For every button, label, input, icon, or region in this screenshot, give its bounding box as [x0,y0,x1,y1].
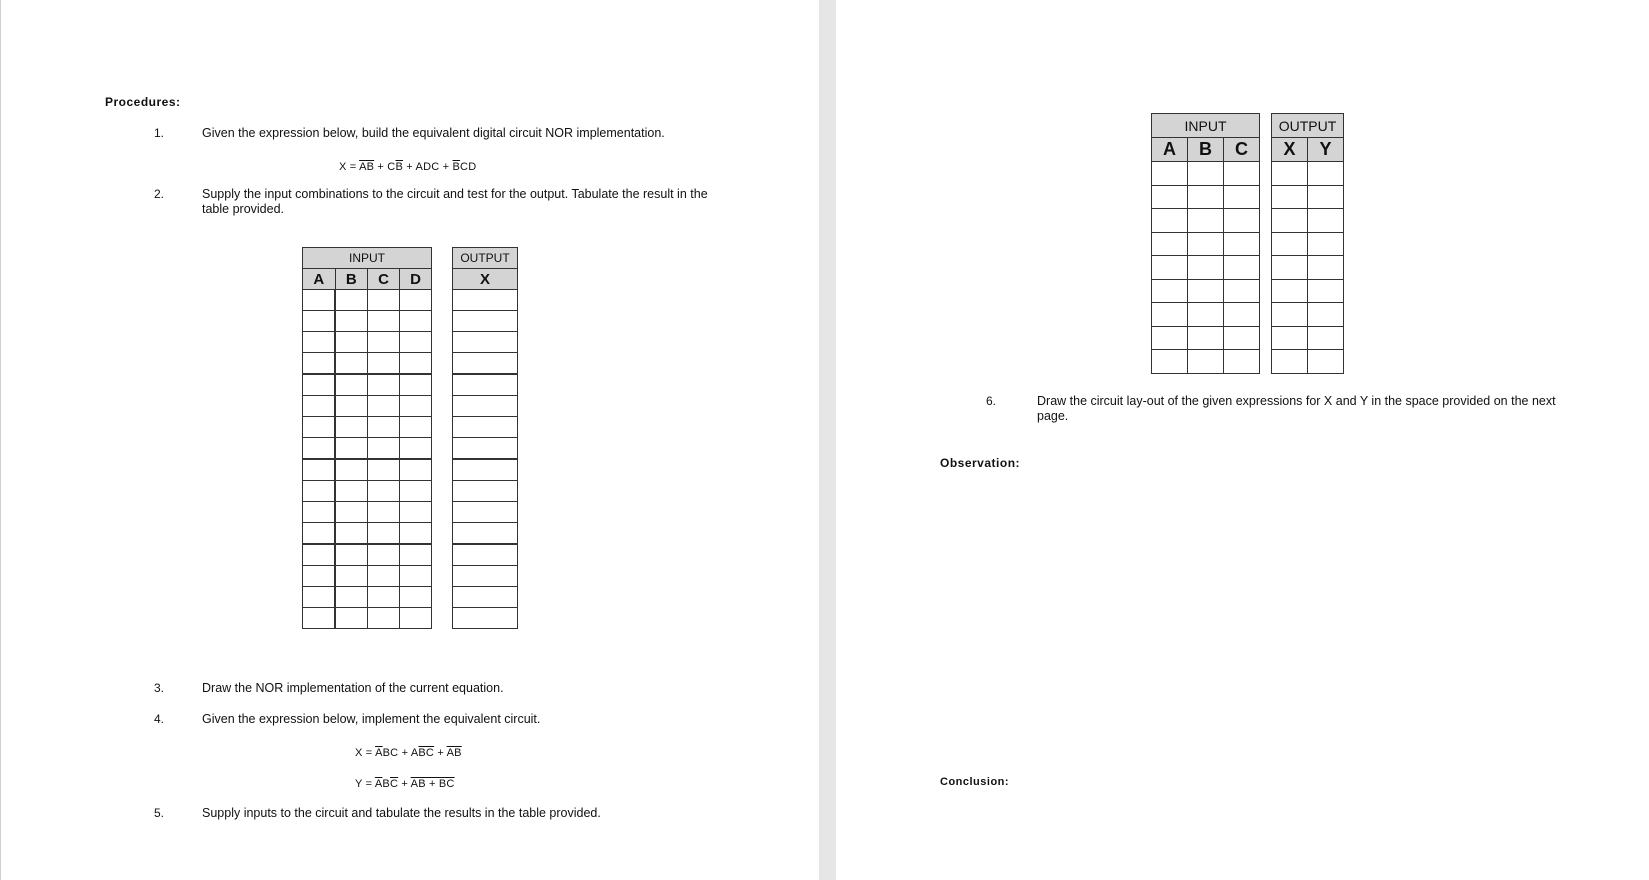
table-cell [453,481,518,502]
table-cell [1188,350,1224,374]
table-cell [400,608,432,629]
table-cell [1224,350,1260,374]
table-cell [368,566,400,587]
formula-term: $\overline{A}$ [374,778,383,790]
table-cell [400,353,432,375]
table-row [303,396,518,417]
table-cell [303,396,336,417]
expression-x-nor [339,161,476,173]
table-gap [1260,114,1272,138]
table-row [303,332,518,353]
table-cell [1308,350,1344,374]
table-cell [453,417,518,438]
table-cell [335,374,368,396]
table-row [1152,326,1344,350]
table-row [303,566,518,587]
table-cell [335,353,368,375]
table-cell [1152,350,1188,374]
table-gap [432,438,453,460]
formula-term: + [374,161,388,173]
table-gap [1260,350,1272,374]
table-cell [1152,279,1188,303]
document-page-left [0,0,819,880]
table-cell [368,587,400,608]
table-gap [1260,232,1272,256]
table-row [1152,232,1344,256]
table-cell [1308,162,1344,186]
table-gap [432,290,453,311]
step-text: Given the expression below, implement the equivalent circuit. [202,712,541,726]
document-page-right [836,0,1649,880]
table-row [1152,279,1344,303]
step-number: 1. [154,126,165,140]
table-cell [400,311,432,332]
output-var-y: Y [1308,138,1344,162]
table-gap [1260,209,1272,233]
table-cell [1188,326,1224,350]
table-gap [432,417,453,438]
table-cell [368,332,400,353]
table-cell [1152,162,1188,186]
table-cell [368,311,400,332]
table-cell [368,481,400,502]
table-cell [368,396,400,417]
table-gap [1260,256,1272,280]
step-number: 4. [154,712,165,726]
table-cell [368,523,400,545]
table-cell [1272,350,1308,374]
table-cell [1272,185,1308,209]
input-var-a: A [303,269,336,290]
formula-term: Y = [355,778,375,790]
table-cell [400,332,432,353]
formula-term: $\overline{AB}$ [359,161,375,173]
table-cell [368,417,400,438]
input-var-b: B [335,269,368,290]
table-cell [303,608,336,629]
step-number: 2. [154,187,165,201]
table-cell [400,396,432,417]
table-gap [432,396,453,417]
table-cell [335,438,368,460]
table-gap [432,311,453,332]
table-cell [1152,326,1188,350]
table-cell [368,459,400,481]
formula-term: + ADC + [403,161,453,173]
table-cell [1152,185,1188,209]
input-var-c: C [1224,138,1260,162]
formula-term: + [434,747,447,759]
output-header: OUTPUT [453,248,518,269]
table-cell [303,311,336,332]
table-row [303,353,518,375]
table-gap [432,459,453,481]
table-cell [1272,303,1308,327]
expression-x [355,747,462,759]
formula-term: CD [460,161,477,173]
table-cell [1152,256,1188,280]
table-cell [1188,303,1224,327]
table-cell [335,566,368,587]
table-cell [303,290,336,311]
table-row [303,587,518,608]
step-text: Supply inputs to the circuit and tabulate the results in the table provided. [202,806,601,820]
table-cell [1188,185,1224,209]
table-cell [400,502,432,523]
formula-term: X = [355,747,376,759]
table-cell [453,290,518,311]
table-cell [400,481,432,502]
table-cell [1272,326,1308,350]
truth-table-abc [1151,113,1344,374]
table-cell [303,502,336,523]
output-var-x: X [1272,138,1308,162]
table-cell [335,587,368,608]
table-cell [1188,279,1224,303]
formula-term: $\overline{AB}$ [446,747,462,759]
table-cell [1308,326,1344,350]
table-cell [1272,279,1308,303]
table-cell [335,523,368,545]
table-cell [453,608,518,629]
table-row [303,608,518,629]
table-cell [1188,232,1224,256]
formula-term: + [398,747,411,759]
table-cell [1224,279,1260,303]
formula-term: BC [382,747,399,759]
input-header: INPUT [303,248,432,269]
table-row [1152,162,1344,186]
table-cell [400,523,432,545]
table-cell [1272,162,1308,186]
table-cell [303,544,336,566]
table-cell [303,417,336,438]
table-cell [1188,162,1224,186]
table-row [1152,209,1344,233]
table-cell [335,459,368,481]
table-cell [1224,303,1260,327]
table-cell [453,353,518,375]
table-cell [400,438,432,460]
table-cell [303,353,336,375]
table-cell [400,290,432,311]
formula-term: $\overline{A}$ [375,747,383,759]
formula-term: AB + BC [410,778,455,790]
table-cell [335,290,368,311]
table-cell [400,417,432,438]
table-cell [335,608,368,629]
table-cell [453,566,518,587]
table-gap [432,481,453,502]
table-row [303,544,518,566]
table-cell [303,332,336,353]
table-cell [303,438,336,460]
input-var-c: C [368,269,400,290]
table-cell [368,290,400,311]
table-cell [1152,232,1188,256]
table-cell [1224,185,1260,209]
formula-term: C [387,161,396,173]
input-header: INPUT [1152,114,1260,138]
table-gap [432,374,453,396]
table-cell [400,566,432,587]
table-cell [1224,162,1260,186]
table-cell [1152,209,1188,233]
output-var-x: X [453,269,518,290]
table-cell [1308,232,1344,256]
table-cell [303,587,336,608]
table-cell [1308,279,1344,303]
table-row [303,417,518,438]
table-gap [1260,162,1272,186]
formula-term: + [398,778,411,790]
conclusion-heading: Conclusion: [940,776,1010,788]
table-gap [432,502,453,523]
table-gap [432,544,453,566]
table-row [303,374,518,396]
table-cell [368,438,400,460]
table-cell [1224,256,1260,280]
table-cell [303,481,336,502]
table-cell [400,459,432,481]
table-cell [335,417,368,438]
step-number: 5. [154,806,165,820]
table-cell [335,332,368,353]
table-row [303,502,518,523]
table-cell [335,396,368,417]
table-cell [453,587,518,608]
table-row [303,459,518,481]
table-cell [453,459,518,481]
table-gap [432,248,453,269]
step-text: Draw the NOR implementation of the current equation. [202,681,504,695]
table-gap [1260,185,1272,209]
table-cell [303,523,336,545]
table-gap [432,523,453,545]
table-cell [303,459,336,481]
table-row [303,311,518,332]
table-cell [453,311,518,332]
formula-term: $\overline{B}$ [452,161,461,173]
table-cell [453,332,518,353]
table-cell [335,481,368,502]
table-cell [1188,256,1224,280]
table-row [1152,185,1344,209]
table-gap [432,269,453,290]
table-cell [1152,303,1188,327]
truth-table-abcd [302,247,518,629]
table-cell [453,438,518,460]
table-row [1152,350,1344,374]
table-cell [453,374,518,396]
table-gap [1260,279,1272,303]
table-row [1152,303,1344,327]
table-cell [1224,209,1260,233]
table-row [303,290,518,311]
step-number: 3. [154,681,165,695]
table-cell [368,353,400,375]
observation-heading: Observation: [940,456,1021,470]
table-gap [432,353,453,375]
table-cell [1308,256,1344,280]
table-cell [1308,303,1344,327]
table-cell [368,544,400,566]
formula-term: $\overline{BC}$ [418,747,435,759]
table-cell [368,374,400,396]
table-gap [432,332,453,353]
table-row [1152,256,1344,280]
input-var-d: D [400,269,432,290]
table-gap [1260,326,1272,350]
input-var-a: A [1152,138,1188,162]
table-gap [1260,138,1272,162]
table-cell [400,374,432,396]
table-cell [453,502,518,523]
table-gap [432,587,453,608]
table-row [303,523,518,545]
table-cell [1224,326,1260,350]
table-gap [432,566,453,587]
procedures-heading: Procedures: [105,95,181,109]
table-cell [1308,185,1344,209]
table-row [303,438,518,460]
expression-y [355,778,455,790]
formula-term: A [410,747,419,759]
table-row [303,481,518,502]
formula-term: $\overline{B}$ [395,161,403,173]
table-gap [432,608,453,629]
table-cell [303,566,336,587]
step-number: 6. [986,394,997,408]
table-cell [453,523,518,545]
table-cell [368,502,400,523]
input-var-b: B [1188,138,1224,162]
table-cell [303,374,336,396]
step-text: Draw the circuit lay-out of the given expressions for X and Y in the space provided on the next page. [1037,394,1556,423]
formula-term: X = [339,161,360,173]
table-cell [335,544,368,566]
table-cell [1272,232,1308,256]
table-cell [400,587,432,608]
table-cell [1272,256,1308,280]
output-header: OUTPUT [1272,114,1344,138]
table-cell [1188,209,1224,233]
table-cell [335,311,368,332]
step-text: Given the expression below, build the equivalent digital circuit NOR implementation. [202,126,665,140]
table-cell [453,544,518,566]
table-cell [453,396,518,417]
table-gap [1260,303,1272,327]
table-cell [368,608,400,629]
step-text: Supply the input combinations to the circuit and test for the output. Tabulate the result in the table provided. [202,187,708,216]
table-cell [400,544,432,566]
table-cell [1272,209,1308,233]
table-cell [1224,232,1260,256]
formula-term: $\overline{C}$ [389,778,399,790]
table-cell [1308,209,1344,233]
formula-term: B [382,778,390,790]
table-cell [335,502,368,523]
